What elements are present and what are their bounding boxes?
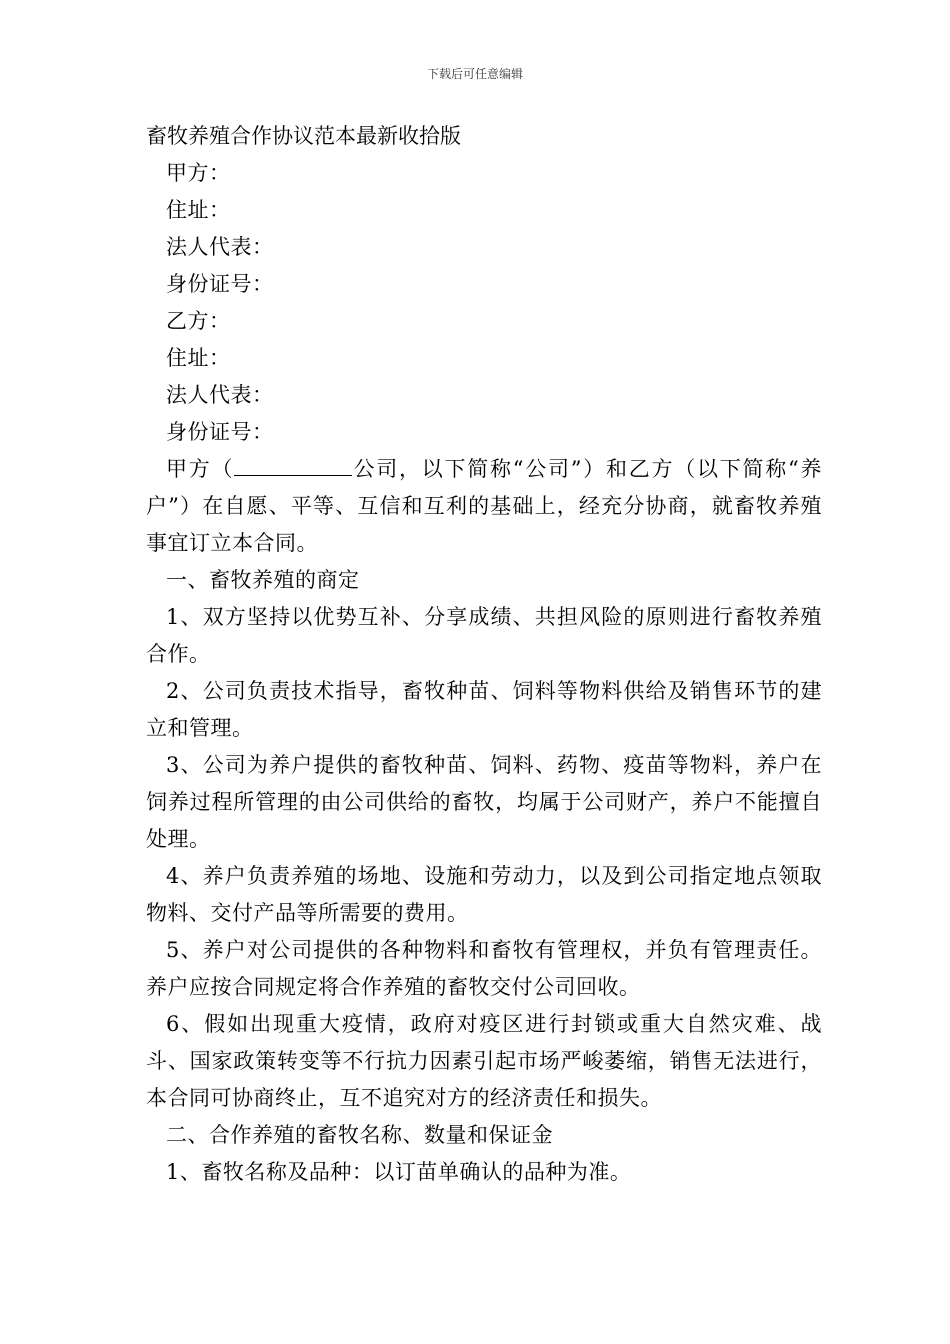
clause-1-2: 2、公司负责技术指导，畜牧种苗、饲料等物料供给及销售环节的建立和管理。 xyxy=(146,679,822,740)
party-b-id-number: 身份证号： xyxy=(166,420,274,444)
party-b-address: 住址： xyxy=(166,346,231,370)
clause-2-1: 1、畜牧名称及品种：以订苗单确认的品种为准。 xyxy=(166,1160,632,1184)
section-1-heading: 一、畜牧养殖的商定 xyxy=(166,568,360,592)
company-name-blank xyxy=(234,455,352,476)
party-a-label: 甲方： xyxy=(166,161,231,185)
party-a-address: 住址： xyxy=(166,198,231,222)
document-title: 畜牧养殖合作协议范本最新收拾版 xyxy=(146,124,461,148)
intro-paragraph xyxy=(146,451,822,562)
party-a-id-number: 身份证号： xyxy=(166,272,274,296)
page-header: 下载后可任意编辑 xyxy=(426,67,523,81)
intro-rest: 公司，以下简称“公司”）和乙方（以下简称“养户”）在自愿、平等、互信和互利的基础上，经充分协商，就畜牧养殖事宜订立本合同。 xyxy=(146,457,822,555)
document-body xyxy=(146,118,822,1191)
clause-1-4: 4、养户负责养殖的场地、设施和劳动力，以及到公司指定地点领取物料、交付产品等所需要的费用。 xyxy=(146,864,822,925)
section-2-heading: 二、合作养殖的畜牧名称、数量和保证金 xyxy=(166,1123,553,1147)
clause-1-5: 5、养户对公司提供的各种物料和畜牧有管理权，并负有管理责任。养户应按合同规定将合作养殖的畜牧交付公司回收。 xyxy=(146,938,822,999)
clause-1-1: 1、双方坚持以优势互补、分享成绩、共担风险的原则进行畜牧养殖合作。 xyxy=(146,605,822,666)
intro-prefix: 甲方（ xyxy=(166,457,235,481)
clause-1-6: 6、假如出现重大疫情，政府对疫区进行封锁或重大自然灾难、战斗、国家政策转变等不行抗力因素引起市场严峻萎缩，销售无法进行，本合同可协商终止，互不追究对方的经济责任和损失。 xyxy=(146,1012,822,1110)
party-a-representative: 法人代表： xyxy=(166,235,274,259)
party-b-representative: 法人代表： xyxy=(166,383,274,407)
clause-1-3: 3、公司为养户提供的畜牧种苗、饲料、药物、疫苗等物料，养户在饲养过程所管理的由公司供给的畜牧，均属于公司财产，养户不能擅自处理。 xyxy=(146,753,822,851)
party-b-label: 乙方： xyxy=(166,309,231,333)
